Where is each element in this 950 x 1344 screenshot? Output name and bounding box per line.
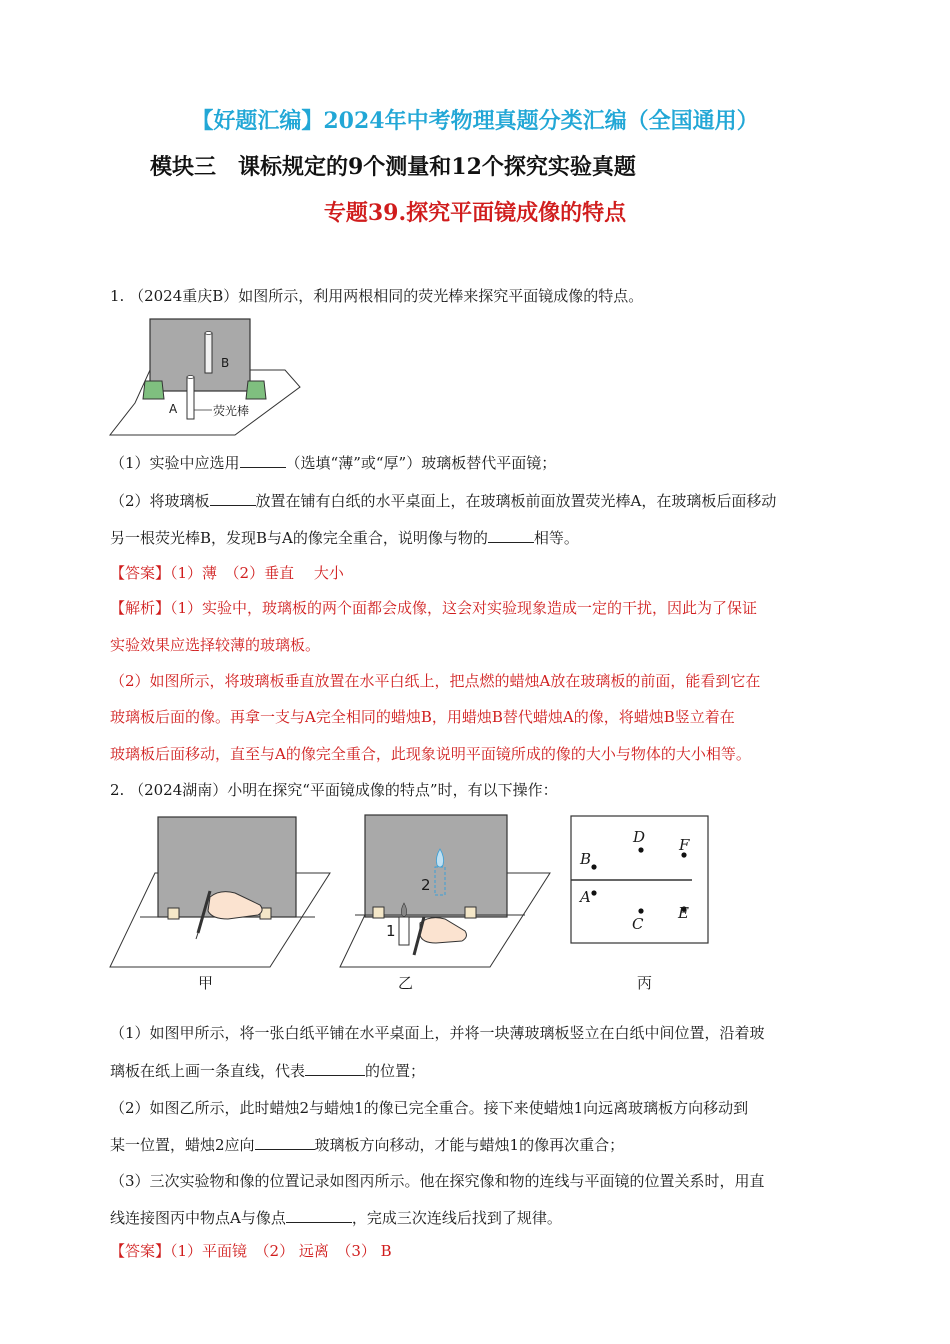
header-title: 【好题汇编】2024年中考物理真题分类汇编（全国通用） xyxy=(191,108,759,134)
answer-blank[interactable] xyxy=(305,1060,365,1076)
q2-fig-point-b: B xyxy=(580,850,592,868)
q1-explanation-3: （2）如图所示，将玻璃板垂直放置在水平白纸上，把点燃的蜡烛A放在玻璃板的前面，能看到它在 xyxy=(110,672,761,690)
q2-stem: 2. （2024湖南）小明在探究“平面镜成像的特点”时，有以下操作： xyxy=(110,781,558,799)
topic-title: 专题39.探究平面镜成像的特点 xyxy=(323,200,627,226)
q1-fig-label-rod: 荧光棒 xyxy=(213,404,250,418)
q2-fig-caption-jia: 甲 xyxy=(198,974,214,992)
q2-fig-point-c: C xyxy=(632,915,644,933)
q1-explanation-5: 玻璃板后面移动，直至与A的像完全重合，此现象说明平面镜所成的像的大小与物体的大小相等。 xyxy=(110,745,751,763)
q1-part2: （2）将玻璃板 放置在铺有白纸的水平桌面上，在玻璃板前面放置荧光棒A，在玻璃板后面移动 xyxy=(110,492,777,510)
q1-figure xyxy=(110,315,300,440)
q2-figure-jia xyxy=(110,815,330,967)
q2-fig-caption-yi: 乙 xyxy=(398,974,414,992)
q1-explanation-4: 玻璃板后面的像。再拿一支与A完全相同的蜡烛B，用蜡烛B替代蜡烛A的像，将蜡烛B竖立着在 xyxy=(110,708,735,726)
answer-blank[interactable] xyxy=(286,1207,352,1223)
q2-fig-point-f: F xyxy=(679,836,690,854)
q2-answer: 【答案】（1）平面镜 （2） 远离 （3） B xyxy=(110,1242,392,1260)
q1-explanation-2: 实验效果应选择较薄的玻璃板。 xyxy=(110,636,321,654)
q2-fig-candle-1: 1 xyxy=(386,922,396,940)
q2-part2-line2: 某一位置，蜡烛2应向 玻璃板方向移动，才能与蜡烛1的像再次重合； xyxy=(110,1136,625,1154)
q2-fig-point-e: E xyxy=(678,904,689,922)
q2-fig-point-a: A xyxy=(580,888,591,906)
q1-explanation-1: 【解析】（1）实验中，玻璃板的两个面都会成像，这会对实验现象造成一定的干扰，因此为了保证 xyxy=(110,599,758,617)
q1-part3: 另一根荧光棒B，发现B与A的像完全重合，说明像与物的 相等。 xyxy=(110,529,579,547)
q1-fig-label-a: A xyxy=(169,402,178,416)
answer-blank[interactable] xyxy=(210,490,256,506)
answer-blank[interactable] xyxy=(488,527,534,543)
q2-fig-caption-bing: 丙 xyxy=(637,974,653,992)
q1-part1: （1）实验中应选用 （选填“薄”或“厚”）玻璃板替代平面镜； xyxy=(110,454,557,472)
q1-answer: 【答案】（1）薄 （2）垂直 大小 xyxy=(110,564,344,582)
q2-part2-line1: （2）如图乙所示，此时蜡烛2与蜡烛1的像已完全重合。接下来使蜡烛1向远离玻璃板方向移动到 xyxy=(110,1099,749,1117)
q2-fig-candle-2: 2 xyxy=(421,876,431,894)
q2-figure-yi xyxy=(340,815,550,967)
module-title: 模块三 课标规定的9个测量和12个探究实验真题 xyxy=(150,154,636,180)
q2-part3-line2: 线连接图丙中物点A与像点 ，完成三次连线后找到了规律。 xyxy=(110,1209,562,1227)
q2-part1-line1: （1）如图甲所示，将一张白纸平铺在水平桌面上，并将一块薄玻璃板竖立在白纸中间位置，沿着玻 xyxy=(110,1024,765,1042)
q2-part3-line1: （3）三次实验物和像的位置记录如图丙所示。他在探究像和物的连线与平面镜的位置关系时，用直 xyxy=(110,1172,765,1190)
answer-blank[interactable] xyxy=(255,1134,315,1150)
answer-blank[interactable] xyxy=(240,452,286,468)
q1-stem: 1. （2024重庆B）如图所示，利用两根相同的荧光棒来探究平面镜成像的特点。 xyxy=(110,287,644,305)
q2-part1-line2: 璃板在纸上画一条直线，代表 的位置； xyxy=(110,1062,426,1080)
q2-fig-point-d: D xyxy=(633,828,646,846)
q1-fig-label-b: B xyxy=(221,356,230,370)
